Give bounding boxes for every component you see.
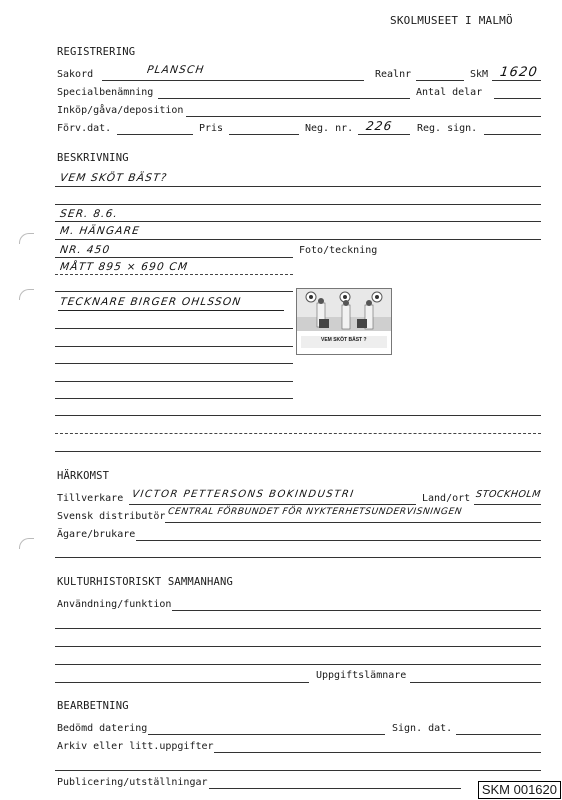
beskrivning-line-4: NR. 450 bbox=[59, 244, 112, 256]
label-skm: SkM bbox=[470, 69, 489, 80]
label-reg-sign: Reg. sign. bbox=[417, 123, 478, 134]
punch-hole-mark bbox=[19, 538, 34, 549]
beskrivning-line bbox=[55, 381, 293, 382]
section-kulturhistoriskt: KULTURHISTORISKT SAMMANHANG bbox=[57, 576, 234, 588]
label-tillverkare: Tillverkare bbox=[57, 493, 124, 504]
field-line bbox=[55, 664, 541, 665]
field-line bbox=[456, 734, 541, 735]
beskrivning-line-3: M. HÄNGARE bbox=[59, 225, 141, 237]
field-line bbox=[129, 504, 416, 505]
value-sakord: PLANSCH bbox=[146, 64, 206, 76]
field-line bbox=[358, 134, 410, 135]
punch-hole-mark bbox=[19, 233, 34, 244]
value-land-ort: STOCKHOLM bbox=[475, 489, 542, 500]
beskrivning-line bbox=[55, 328, 293, 329]
beskrivning-line-5: MÅTT 895 × 690 CM bbox=[59, 261, 189, 273]
poster-photo-illustration bbox=[297, 289, 391, 354]
field-line bbox=[410, 682, 541, 683]
beskrivning-line-2: SER. 8.6. bbox=[59, 208, 119, 220]
field-line bbox=[214, 752, 541, 753]
field-line bbox=[165, 522, 541, 523]
field-line bbox=[494, 98, 541, 99]
section-harkomst: HÄRKOMST bbox=[57, 470, 110, 482]
photo-caption: VEM SKÖT BÄST ? bbox=[321, 337, 367, 343]
beskrivning-line bbox=[55, 363, 293, 364]
label-sakord: Sakord bbox=[57, 69, 94, 80]
beskrivning-line-1: VEM SKÖT BÄST? bbox=[59, 172, 169, 184]
label-svensk-distributor: Svensk distributör bbox=[57, 511, 166, 522]
field-line bbox=[492, 80, 541, 81]
label-publicering: Publicering/utställningar bbox=[57, 777, 208, 788]
museum-title: SKOLMUSEET I MALMÖ bbox=[390, 14, 513, 27]
label-specialbenamning: Specialbenämning bbox=[57, 87, 154, 98]
beskrivning-line bbox=[55, 257, 293, 258]
beskrivning-line bbox=[55, 274, 293, 275]
field-line bbox=[209, 788, 461, 789]
beskrivning-line bbox=[55, 451, 541, 452]
label-bedomd-datering: Bedömd datering bbox=[57, 723, 148, 734]
field-line bbox=[158, 98, 410, 99]
label-arkiv: Arkiv eller litt.uppgifter bbox=[57, 741, 214, 752]
field-line bbox=[148, 734, 385, 735]
label-foto-teckning: Foto/teckning bbox=[299, 245, 378, 256]
field-line bbox=[55, 770, 541, 771]
label-antal-delar: Antal delar bbox=[416, 87, 483, 98]
label-uppgiftslamnare: Uppgiftslämnare bbox=[316, 670, 407, 681]
value-svensk-distributor: CENTRAL FÖRBUNDET FÖR NYKTERHETSUNDERVISNINGEN bbox=[167, 507, 463, 517]
value-tillverkare: VICTOR PETTERSONS BOKINDUSTRI bbox=[131, 489, 356, 500]
field-line bbox=[55, 646, 541, 647]
label-land-ort: Land/ort bbox=[422, 493, 471, 504]
poster-photo bbox=[296, 288, 392, 355]
beskrivning-line-6: TECKNARE BIRGER OHLSSON bbox=[59, 296, 243, 308]
label-inkop: Inköp/gåva/deposition bbox=[57, 105, 184, 116]
beskrivning-line bbox=[55, 186, 541, 187]
beskrivning-line bbox=[55, 433, 541, 434]
label-agare-brukare: Ägare/brukare bbox=[57, 529, 136, 540]
beskrivning-line bbox=[55, 291, 293, 292]
label-realnr: Realnr bbox=[375, 69, 412, 80]
section-bearbetning: BEARBETNING bbox=[57, 700, 129, 712]
beskrivning-line bbox=[55, 221, 541, 222]
label-anvandning: Användning/funktion bbox=[57, 599, 172, 610]
beskrivning-line bbox=[55, 239, 541, 240]
label-neg-nr: Neg. nr. bbox=[305, 123, 354, 134]
field-line bbox=[55, 682, 309, 683]
value-neg-nr: 226 bbox=[365, 119, 394, 133]
punch-hole-mark bbox=[19, 289, 34, 300]
field-line bbox=[484, 134, 541, 135]
field-line bbox=[55, 557, 541, 558]
section-beskrivning: BESKRIVNING bbox=[57, 152, 129, 164]
handwriting-underline bbox=[58, 310, 284, 311]
field-line bbox=[172, 610, 541, 611]
field-line bbox=[102, 80, 364, 81]
section-registrering: REGISTRERING bbox=[57, 46, 136, 58]
label-pris: Pris bbox=[199, 123, 224, 134]
field-line bbox=[55, 628, 541, 629]
field-line bbox=[136, 540, 541, 541]
label-sign-dat: Sign. dat. bbox=[392, 723, 453, 734]
beskrivning-line bbox=[55, 204, 541, 205]
label-forv-dat: Förv.dat. bbox=[57, 123, 112, 134]
field-line bbox=[474, 504, 541, 505]
field-line bbox=[117, 134, 193, 135]
beskrivning-line bbox=[55, 346, 293, 347]
beskrivning-line bbox=[55, 415, 541, 416]
value-skm: 1620 bbox=[498, 65, 539, 80]
field-line bbox=[229, 134, 299, 135]
catalog-number-stamp: SKM 001620 bbox=[478, 781, 561, 799]
beskrivning-line bbox=[55, 398, 293, 399]
field-line bbox=[416, 80, 464, 81]
field-line bbox=[186, 116, 541, 117]
